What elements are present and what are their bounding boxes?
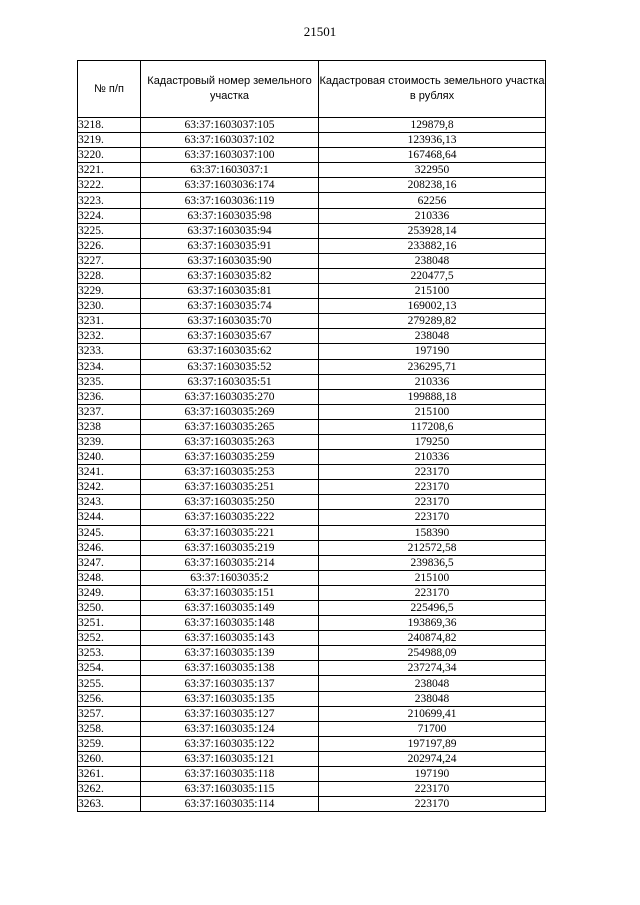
cadastral-number-cell: 63:37:1603035:138 (141, 661, 319, 676)
cadastral-number-cell: 63:37:1603035:265 (141, 419, 319, 434)
cadastral-number-cell: 63:37:1603035:118 (141, 767, 319, 782)
cadastral-value-cell: 167468,64 (319, 148, 546, 163)
cadastral-number-cell: 63:37:1603035:149 (141, 601, 319, 616)
cadastral-number-cell: 63:37:1603035:114 (141, 797, 319, 812)
row-number-cell: 3221. (78, 163, 141, 178)
cadastral-number-cell: 63:37:1603035:121 (141, 751, 319, 766)
cadastral-value-cell: 238048 (319, 253, 546, 268)
row-number-cell: 3259. (78, 736, 141, 751)
cadastral-number-cell: 63:37:1603035:2 (141, 570, 319, 585)
cadastral-number-cell: 63:37:1603035:221 (141, 525, 319, 540)
row-number-cell: 3236. (78, 389, 141, 404)
row-number-cell: 3257. (78, 706, 141, 721)
row-number-cell: 3241. (78, 465, 141, 480)
table-row (78, 148, 546, 163)
cadastral-value-cell: 223170 (319, 495, 546, 510)
table-row (78, 661, 546, 676)
cadastral-value-cell: 223170 (319, 465, 546, 480)
row-number-cell: 3254. (78, 661, 141, 676)
table-row (78, 540, 546, 555)
table-row (78, 782, 546, 797)
table-row (78, 721, 546, 736)
row-number-cell: 3258. (78, 721, 141, 736)
table-body (78, 118, 546, 812)
table-row (78, 314, 546, 329)
cadastral-value-cell: 239836,5 (319, 555, 546, 570)
cadastral-number-cell: 63:37:1603035:70 (141, 314, 319, 329)
row-number-cell: 3261. (78, 767, 141, 782)
cadastral-value-table (77, 60, 546, 812)
cadastral-number-cell: 63:37:1603035:148 (141, 616, 319, 631)
row-number-cell: 3232. (78, 329, 141, 344)
cadastral-value-cell: 240874,82 (319, 631, 546, 646)
table-row (78, 284, 546, 299)
table-row (78, 344, 546, 359)
row-number-cell: 3252. (78, 631, 141, 646)
table-row (78, 359, 546, 374)
row-number-cell: 3223. (78, 193, 141, 208)
cadastral-number-cell: 63:37:1603035:219 (141, 540, 319, 555)
row-number-cell: 3230. (78, 299, 141, 314)
row-number-cell: 3253. (78, 646, 141, 661)
header-cadastral-number: Кадастровый номер земельного участка (141, 61, 319, 118)
cadastral-value-cell: 210336 (319, 208, 546, 223)
table-row (78, 525, 546, 540)
cadastral-value-cell: 279289,82 (319, 314, 546, 329)
table-row (78, 223, 546, 238)
table-row (78, 691, 546, 706)
cadastral-value-cell: 123936,13 (319, 133, 546, 148)
table-row (78, 163, 546, 178)
cadastral-number-cell: 63:37:1603036:119 (141, 193, 319, 208)
cadastral-value-cell: 117208,6 (319, 419, 546, 434)
row-number-cell: 3251. (78, 616, 141, 631)
cadastral-value-cell: 237274,34 (319, 661, 546, 676)
table-row (78, 570, 546, 585)
row-number-cell: 3238 (78, 419, 141, 434)
cadastral-number-cell: 63:37:1603035:253 (141, 465, 319, 480)
row-number-cell: 3249. (78, 585, 141, 600)
cadastral-number-cell: 63:37:1603035:135 (141, 691, 319, 706)
table-row (78, 434, 546, 449)
table-row (78, 133, 546, 148)
cadastral-number-cell: 63:37:1603036:174 (141, 178, 319, 193)
row-number-cell: 3220. (78, 148, 141, 163)
cadastral-number-cell: 63:37:1603035:139 (141, 646, 319, 661)
cadastral-value-cell: 210336 (319, 450, 546, 465)
table-row (78, 601, 546, 616)
cadastral-number-cell: 63:37:1603035:127 (141, 706, 319, 721)
table-row (78, 736, 546, 751)
row-number-cell: 3228. (78, 268, 141, 283)
row-number-cell: 3255. (78, 676, 141, 691)
row-number-cell: 3227. (78, 253, 141, 268)
table-row (78, 676, 546, 691)
cadastral-number-cell: 63:37:1603035:263 (141, 434, 319, 449)
cadastral-value-cell: 210336 (319, 374, 546, 389)
table-row (78, 631, 546, 646)
cadastral-number-cell: 63:37:1603035:122 (141, 736, 319, 751)
table-row (78, 374, 546, 389)
cadastral-number-cell: 63:37:1603035:51 (141, 374, 319, 389)
table-row (78, 419, 546, 434)
cadastral-number-cell: 63:37:1603035:115 (141, 782, 319, 797)
cadastral-value-cell: 129879,8 (319, 118, 546, 133)
row-number-cell: 3219. (78, 133, 141, 148)
table-row (78, 646, 546, 661)
table-row (78, 767, 546, 782)
row-number-cell: 3250. (78, 601, 141, 616)
table-row (78, 268, 546, 283)
cadastral-value-cell: 199888,18 (319, 389, 546, 404)
cadastral-number-cell: 63:37:1603035:67 (141, 329, 319, 344)
row-number-cell: 3231. (78, 314, 141, 329)
cadastral-value-cell: 197197,89 (319, 736, 546, 751)
cadastral-value-cell: 223170 (319, 782, 546, 797)
cadastral-number-cell: 63:37:1603035:81 (141, 284, 319, 299)
cadastral-value-cell: 158390 (319, 525, 546, 540)
row-number-cell: 3222. (78, 178, 141, 193)
cadastral-number-cell: 63:37:1603035:82 (141, 268, 319, 283)
cadastral-number-cell: 63:37:1603035:270 (141, 389, 319, 404)
row-number-cell: 3235. (78, 374, 141, 389)
row-number-cell: 3224. (78, 208, 141, 223)
table-row (78, 751, 546, 766)
cadastral-number-cell: 63:37:1603035:98 (141, 208, 319, 223)
cadastral-value-cell: 233882,16 (319, 238, 546, 253)
table-row (78, 208, 546, 223)
cadastral-value-cell: 62256 (319, 193, 546, 208)
table-row (78, 404, 546, 419)
cadastral-number-cell: 63:37:1603035:259 (141, 450, 319, 465)
cadastral-value-cell: 236295,71 (319, 359, 546, 374)
table-row (78, 797, 546, 812)
cadastral-number-cell: 63:37:1603037:105 (141, 118, 319, 133)
cadastral-value-cell: 212572,58 (319, 540, 546, 555)
table-row (78, 329, 546, 344)
table-row (78, 510, 546, 525)
table-row (78, 616, 546, 631)
table-row (78, 238, 546, 253)
table-row (78, 465, 546, 480)
row-number-cell: 3240. (78, 450, 141, 465)
header-row-number: № п/п (78, 61, 141, 118)
row-number-cell: 3226. (78, 238, 141, 253)
table-row (78, 253, 546, 268)
row-number-cell: 3245. (78, 525, 141, 540)
cadastral-value-cell: 238048 (319, 329, 546, 344)
row-number-cell: 3244. (78, 510, 141, 525)
cadastral-number-cell: 63:37:1603035:143 (141, 631, 319, 646)
cadastral-number-cell: 63:37:1603035:137 (141, 676, 319, 691)
cadastral-value-cell: 223170 (319, 480, 546, 495)
cadastral-number-cell: 63:37:1603035:74 (141, 299, 319, 314)
cadastral-value-cell: 169002,13 (319, 299, 546, 314)
cadastral-number-cell: 63:37:1603035:222 (141, 510, 319, 525)
row-number-cell: 3262. (78, 782, 141, 797)
cadastral-number-cell: 63:37:1603035:251 (141, 480, 319, 495)
cadastral-value-cell: 71700 (319, 721, 546, 736)
cadastral-value-cell: 193869,36 (319, 616, 546, 631)
cadastral-value-cell: 223170 (319, 797, 546, 812)
cadastral-value-cell: 208238,16 (319, 178, 546, 193)
table-row (78, 389, 546, 404)
cadastral-number-cell: 63:37:1603035:62 (141, 344, 319, 359)
row-number-cell: 3233. (78, 344, 141, 359)
cadastral-number-cell: 63:37:1603035:214 (141, 555, 319, 570)
table-row (78, 193, 546, 208)
cadastral-value-cell: 210699,41 (319, 706, 546, 721)
row-number-cell: 3256. (78, 691, 141, 706)
cadastral-value-cell: 179250 (319, 434, 546, 449)
cadastral-number-cell: 63:37:1603035:94 (141, 223, 319, 238)
row-number-cell: 3225. (78, 223, 141, 238)
row-number-cell: 3237. (78, 404, 141, 419)
page-number: 21501 (303, 24, 337, 39)
cadastral-value-cell: 202974,24 (319, 751, 546, 766)
table-row (78, 585, 546, 600)
table-row (78, 450, 546, 465)
cadastral-value-cell: 215100 (319, 284, 546, 299)
row-number-cell: 3247. (78, 555, 141, 570)
header-cadastral-value: Кадастровая стоимость земельного участка в рублях (319, 61, 546, 118)
table-row (78, 299, 546, 314)
table-row (78, 555, 546, 570)
row-number-cell: 3229. (78, 284, 141, 299)
table-row (78, 178, 546, 193)
cadastral-number-cell: 63:37:1603035:91 (141, 238, 319, 253)
cadastral-number-cell: 63:37:1603035:151 (141, 585, 319, 600)
cadastral-value-cell: 253928,14 (319, 223, 546, 238)
cadastral-number-cell: 63:37:1603035:269 (141, 404, 319, 419)
cadastral-number-cell: 63:37:1603037:1 (141, 163, 319, 178)
cadastral-value-cell: 223170 (319, 585, 546, 600)
row-number-cell: 3242. (78, 480, 141, 495)
row-number-cell: 3239. (78, 434, 141, 449)
cadastral-value-cell: 254988,09 (319, 646, 546, 661)
cadastral-number-cell: 63:37:1603035:90 (141, 253, 319, 268)
table-row (78, 706, 546, 721)
table-header-row (78, 61, 546, 118)
cadastral-value-cell: 223170 (319, 510, 546, 525)
row-number-cell: 3260. (78, 751, 141, 766)
cadastral-value-cell: 238048 (319, 676, 546, 691)
cadastral-number-cell: 63:37:1603035:52 (141, 359, 319, 374)
row-number-cell: 3263. (78, 797, 141, 812)
row-number-cell: 3243. (78, 495, 141, 510)
cadastral-value-cell: 215100 (319, 404, 546, 419)
cadastral-number-cell: 63:37:1603035:124 (141, 721, 319, 736)
cadastral-value-cell: 322950 (319, 163, 546, 178)
cadastral-value-cell: 197190 (319, 767, 546, 782)
cadastral-value-cell: 238048 (319, 691, 546, 706)
cadastral-value-cell: 215100 (319, 570, 546, 585)
table-row (78, 118, 546, 133)
row-number-cell: 3246. (78, 540, 141, 555)
cadastral-value-cell: 197190 (319, 344, 546, 359)
cadastral-value-cell: 220477,5 (319, 268, 546, 283)
cadastral-number-cell: 63:37:1603037:102 (141, 133, 319, 148)
cadastral-number-cell: 63:37:1603035:250 (141, 495, 319, 510)
row-number-cell: 3248. (78, 570, 141, 585)
cadastral-number-cell: 63:37:1603037:100 (141, 148, 319, 163)
row-number-cell: 3234. (78, 359, 141, 374)
row-number-cell: 3218. (78, 118, 141, 133)
table-row (78, 480, 546, 495)
cadastral-value-cell: 225496,5 (319, 601, 546, 616)
table-row (78, 495, 546, 510)
